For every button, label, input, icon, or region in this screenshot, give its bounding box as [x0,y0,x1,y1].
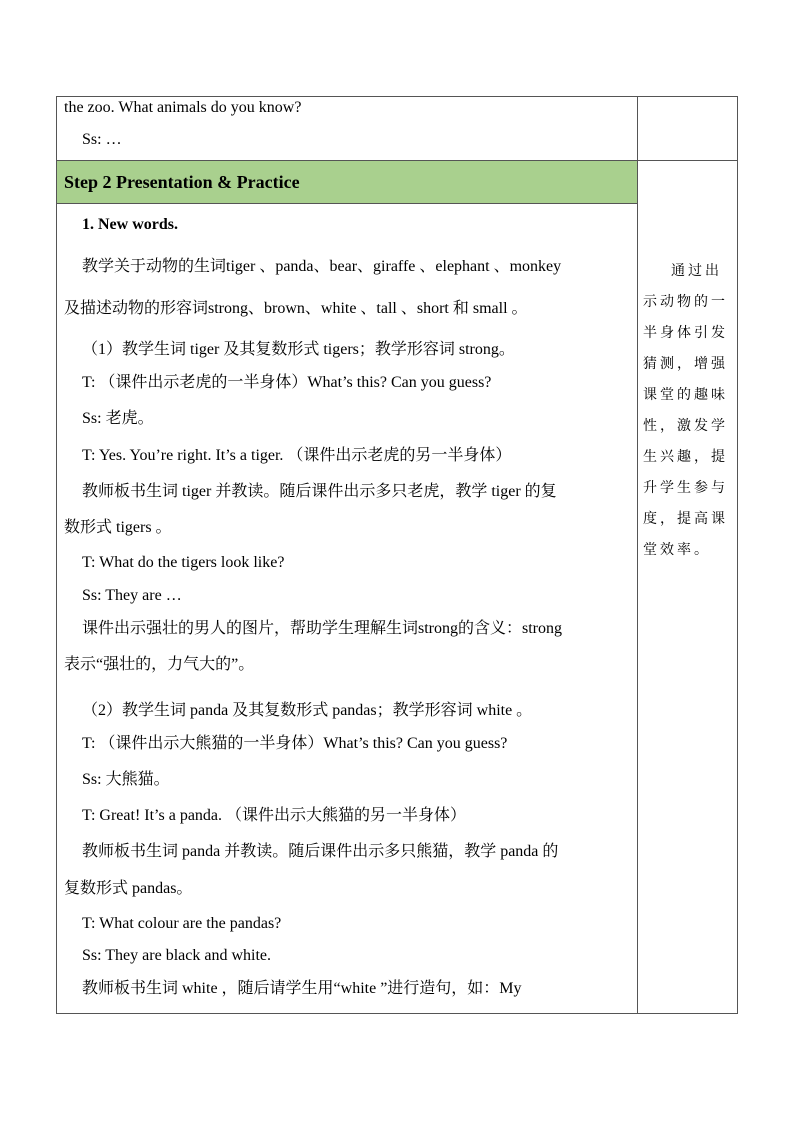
note-line: 堂效率。 [643,543,711,558]
dialogue-line: T: （课件出示大熊猫的一半身体）What’s this? Can you guess? [82,735,508,752]
note-line: 半身体引发 [643,326,728,341]
note-line: 度，提高课 [643,512,728,527]
paragraph-line: 教师板书生词 tiger 并教读。随后课件出示多只老虎，教学 tiger 的复 [82,483,557,500]
dialogue-line: Ss: They are … [82,587,182,604]
note-line: 升学生参与 [643,481,728,496]
note-line: 示动物的一 [643,295,728,310]
intro-question: the zoo. What animals do you know? [64,99,302,116]
dialogue-line: T: （课件出示老虎的一半身体）What’s this? Can you guess? [82,374,492,391]
paragraph-line: 教师板书生词 panda 并教读。随后课件出示多只熊猫，教学 panda 的 [82,843,559,860]
dialogue-line: T: Great! It’s a panda. （课件出示大熊猫的另一半身体） [82,807,467,824]
dialogue-line: T: What colour are the pandas? [82,915,282,932]
dialogue-line: Ss: 大熊猫。 [82,771,170,788]
paragraph-line: 复数形式 pandas。 [64,880,193,897]
paragraph-line: 表示“强壮的，力气大的”。 [64,656,255,673]
student-response: Ss: … [82,131,122,148]
column-divider [637,96,638,1014]
note-line: 生兴趣，提 [643,450,728,465]
section-title: 1. New words. [82,216,178,233]
dialogue-line: T: Yes. You’re right. It’s a tiger. （课件出示老虎的另一半身体） [82,447,512,464]
dialogue-line: T: What do the tigers look like? [82,554,285,571]
subsection-title: （2）教学生词 panda 及其复数形式 pandas；教学形容词 white 。 [82,702,533,719]
note-line: 课堂的趣味 [643,388,728,403]
paragraph-line: 课件出示强壮的男人的图片，帮助学生理解生词strong的含义：strong [82,620,563,637]
row-divider-heading [56,203,637,204]
dialogue-line: Ss: They are black and white. [82,947,271,964]
note-line: 通过出 [671,264,722,279]
paragraph-line: 及描述动物的形容词strong、brown、white 、tall 、short 和 small 。 [64,300,528,317]
note-line: 性，激发学 [643,419,728,434]
step-heading: Step 2 Presentation & Practice [64,172,300,192]
paragraph-line: 数形式 tigers 。 [64,519,172,536]
teaching-rationale-note [643,256,733,566]
paragraph-line: 教师板书生词 white ，随后请学生用“white ”进行造句，如：My [82,980,522,997]
note-line: 猜测，增强 [643,357,728,372]
subsection-title: （1）教学生词 tiger 及其复数形式 tigers；教学形容词 strong。 [82,341,515,358]
paragraph-line: 教学关于动物的生词tiger 、panda、bear、giraffe 、elephant 、monkey [82,258,562,275]
dialogue-line: Ss: 老虎。 [82,410,154,427]
